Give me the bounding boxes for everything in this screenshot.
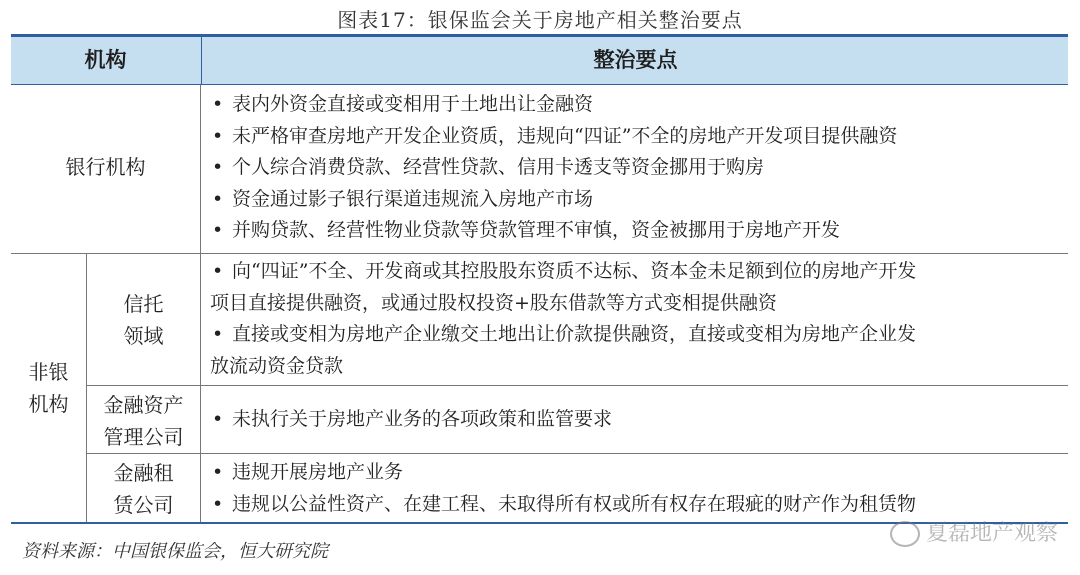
amc-label-line2: 管理公司: [103, 425, 184, 449]
row-label-nonbank: [11, 356, 86, 420]
regulation-table: [11, 34, 1068, 525]
amc-point-1: • 未执行关于房地产业务的各项政策和监管要求: [210, 404, 612, 436]
trust-point-1: [210, 256, 916, 319]
col-divider-main: [200, 85, 201, 522]
trust-label-line1: 信托: [123, 292, 164, 316]
figure-title: 图表17：银保监会关于房地产相关整治要点: [337, 8, 743, 32]
bank-points: [210, 89, 897, 247]
sub-label-leasing: [87, 457, 200, 521]
sub-label-amc: [87, 389, 200, 453]
sub-label-trust: [87, 288, 200, 352]
nonbank-label-line2: 机构: [28, 392, 69, 416]
leasing-label-line1: 金融租: [113, 461, 174, 485]
trust-label-line2: 领域: [123, 324, 164, 348]
amc-points: [210, 404, 612, 436]
bank-point-2: • 未严格审查房地产开发企业资质，违规向“四证”不全的房地产开发项目提供融资: [210, 121, 897, 153]
trust-point-2-line2: 放流动资金贷款: [210, 354, 344, 377]
watermark: [890, 516, 1058, 547]
bank-point-5: • 并购贷款、经营性物业贷款等贷款管理不审慎，资金被挪用于房地产开发: [210, 215, 897, 247]
table-header: [11, 37, 1068, 85]
leasing-label-line2: 赁公司: [113, 493, 174, 517]
source-note: 资料来源：中国银保监会，恒大研究院: [22, 541, 328, 562]
leasing-points: [210, 457, 916, 520]
trust-points: [210, 256, 916, 382]
trust-point-1-line2: 项目直接提供融资，或通过股权投资+股东借款等方式变相提供融资: [210, 291, 777, 314]
amc-label-line1: 金融资产: [103, 393, 184, 417]
bank-point-3: • 个人综合消费贷款、经营性贷款、信用卡透支等资金挪用于购房: [210, 152, 897, 184]
leasing-point-1: • 违规开展房地产业务: [210, 457, 916, 489]
trust-point-2: [210, 319, 916, 382]
leasing-point-2: • 违规以公益性资产、在建工程、未取得所有权或所有权存在瑕疵的财产作为租赁物: [210, 489, 916, 521]
nonbank-label-line1: 非银: [28, 360, 69, 384]
row-divider-trust: [86, 385, 1068, 386]
trust-point-1-line1: • 向“四证”不全、开发商或其控股股东资质不达标、资本金未足额到位的房地产开发: [232, 260, 917, 282]
watermark-text: 夏磊地产观察: [925, 521, 1058, 546]
bank-point-1: • 表内外资金直接或变相用于土地出让金融资: [210, 89, 897, 121]
header-points: 整治要点: [201, 37, 1069, 84]
row-label-bank: 银行机构: [65, 155, 146, 179]
header-org: 机构: [84, 48, 127, 72]
row-divider-amc: [86, 453, 1068, 454]
row-divider-bank: [11, 253, 1068, 254]
wechat-logo-icon: [890, 521, 920, 547]
trust-point-2-line1: • 直接或变相为房地产企业缴交土地出让价款提供融资，直接或变相为房地产企业发: [232, 323, 917, 345]
bank-point-4: • 资金通过影子银行渠道违规流入房地产市场: [210, 184, 897, 216]
